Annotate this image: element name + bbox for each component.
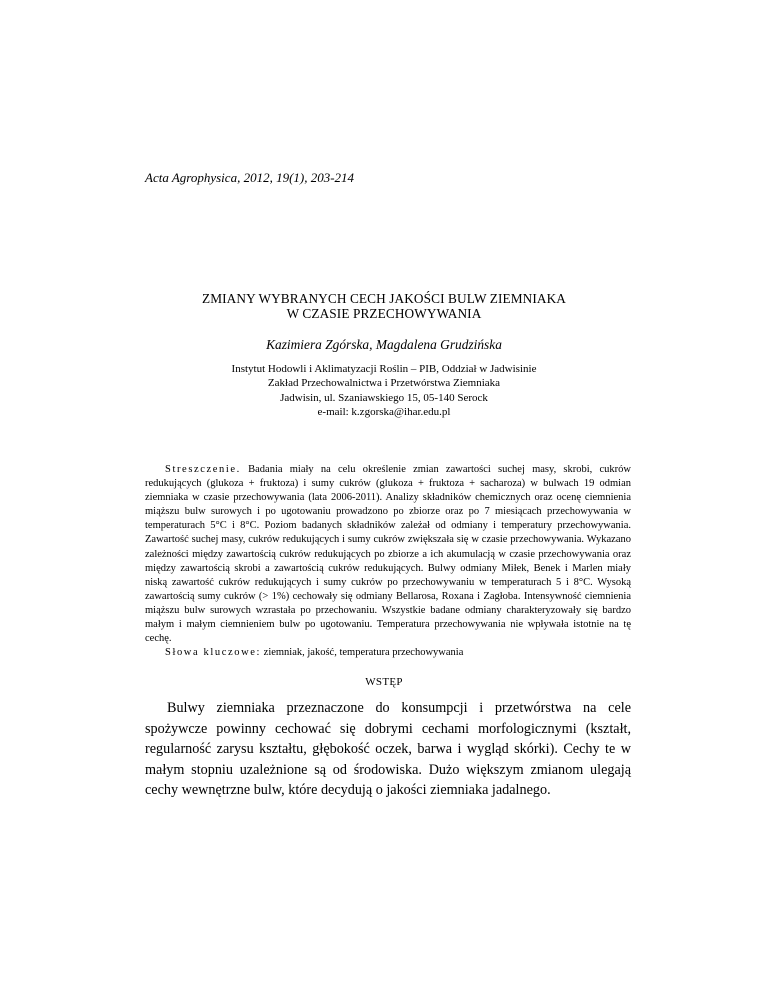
keywords-text: ziemniak, jakość, temperatura przechowywania (263, 647, 464, 659)
affiliation-email: e-mail: k.zgorska@ihar.edu.pl (317, 406, 451, 419)
introduction-paragraph: Bulwy ziemniaka przeznaczone do konsumpcji i przetwórstwa na cele spożywcze powinny cechować się dobrymi cechami morfologicznymi (kształt, regularność zarysu kształtu, głębokość oczek, barwa i wygląd skórki). Cechy te w małym stopniu uzależnione są od środowiska. Dużo większym zmianom ulegają cechy wewnętrzne bulw, które decydują o jakości ziemniaka jadalnego. (145, 700, 631, 798)
affiliation-line-1: Instytut Hodowli i Aklimatyzacji Roślin – PIB, Oddział w Jadwisinie (231, 363, 537, 375)
abstract-text: Badania miały na celu określenie zmian zawartości suchej masy, skrobi, cukrów redukujących (glukoza + fruktoza) i sumy cukrów (glukoza + fruktoza + sacharoza) w bulwach 19 odmian ziemniaka w czasie przechowywania (lata 2006-2011). Analizy składników chemicznych oraz ocenę ciemnienia miąższu bulw surowych i po ugotowaniu prowadzono po zbiorze oraz po 7 miesiącach przechowywania w temperaturach 5°C i 8°C. Poziom badanych składników zależał od odmiany i temperatury przechowywania. Zawartość suchej masy, cukrów redukujących i sumy cukrów zwiększała się w czasie przechowywania. Wykazano zależności między zawartością cukrów redukujących po zbiorze a ich akumulacją w czasie przechowywania oraz między zawartością skrobi a zawartością cukrów redukujących. Bulwy odmiany Miłek, Benek i Marlen miały niską zawartość cukrów redukujących i sumy cukrów po przechowywaniu w temperaturach 5 i 8°C. Wysoką zawartością sumy cukrów (> 1%) cechowały się odmiany Bellarosa, Roxana i Zagłoba. Intensywność ciemnienia miąższu bulw surowych wzrastała po przechowaniu. Wszystkie badane odmiany charakteryzowały się bardzo małym i małym ciemnieniem bulw po ugotowaniu. Temperatura przechowywania nie wpływała istotnie na tę cechę. (145, 464, 631, 645)
affiliation-line-2: Zakład Przechowalnictwa i Przetwórstwa Ziemniaka (267, 377, 501, 390)
journal-reference: Acta Agrophysica, 2012, 19(1), 203-214 (145, 170, 355, 185)
abstract-block (145, 463, 631, 660)
keywords-paragraph (145, 646, 631, 660)
abstract-paragraph (145, 463, 631, 646)
article-title (0, 291, 768, 321)
section-heading: WSTĘP (365, 676, 403, 688)
affiliation (0, 362, 768, 420)
introduction-block (145, 698, 631, 801)
abstract-label: Streszczenie. (165, 464, 241, 475)
title-line-1: ZMIANY WYBRANYCH CECH JAKOŚCI BULW ZIEMNIAKA (201, 291, 567, 306)
keywords-label: Słowa kluczowe: (165, 647, 262, 659)
affiliation-line-3: Jadwisin, ul. Szaniawskiego 15, 05-140 Serock (280, 391, 488, 404)
author-list: Kazimiera Zgórska, Magdalena Grudzińska (266, 337, 502, 352)
title-line-2: W CZASIE PRZECHOWYWANIA (286, 306, 482, 321)
